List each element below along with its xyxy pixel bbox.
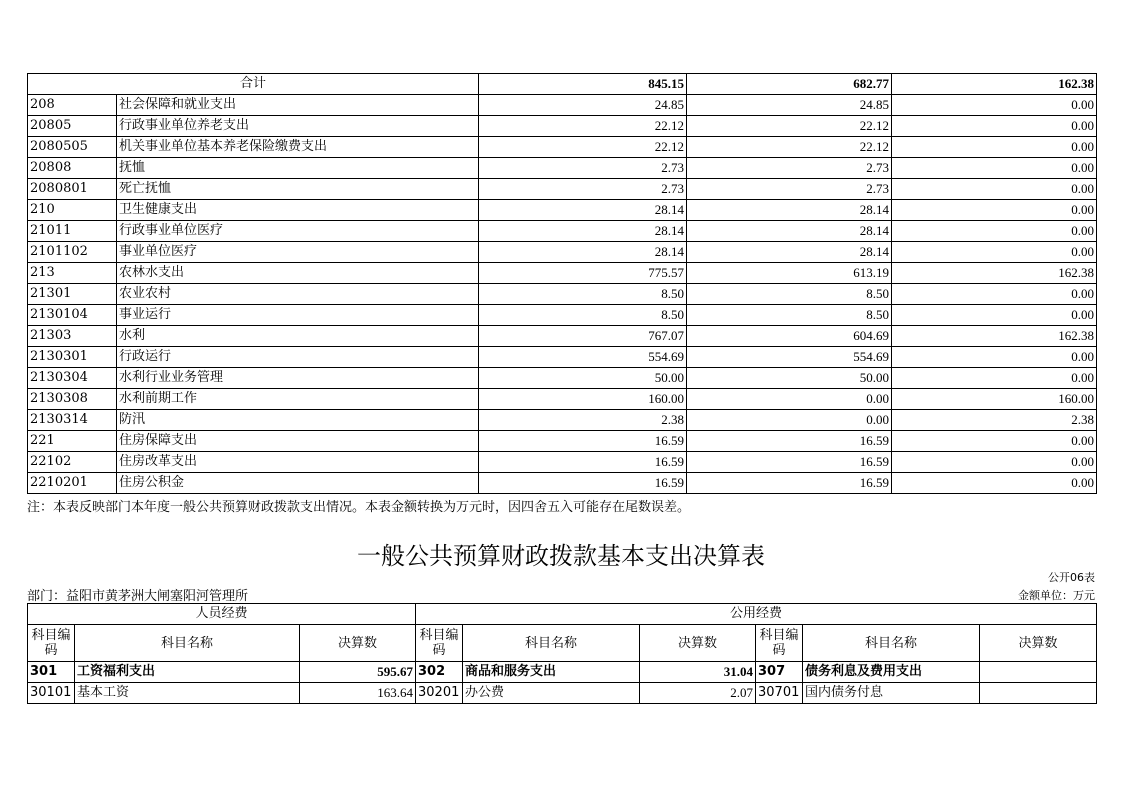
row-basic: 0.00 — [687, 389, 892, 410]
table-row — [28, 473, 1097, 494]
row-project: 0.00 — [892, 158, 1097, 179]
table-row — [28, 452, 1097, 473]
row-code: 2080505 — [28, 137, 117, 158]
row-name: 机关事业单位基本养老保险缴费支出 — [117, 137, 479, 158]
table-row — [28, 179, 1097, 200]
row-name: 住房改革支出 — [117, 452, 479, 473]
table-row — [28, 410, 1097, 431]
total-row — [28, 74, 1097, 95]
table-row — [28, 305, 1097, 326]
public-code: 302 — [416, 662, 463, 683]
col-amount-header: 决算数 — [300, 625, 416, 662]
row-name: 防汛 — [117, 410, 479, 431]
row-basic: 24.85 — [687, 95, 892, 116]
public-amount: 2.07 — [640, 683, 756, 704]
table-row — [28, 347, 1097, 368]
row-project: 0.00 — [892, 473, 1097, 494]
row-basic: 16.59 — [687, 473, 892, 494]
row-basic: 22.12 — [687, 116, 892, 137]
row-total: 775.57 — [479, 263, 687, 284]
group-public: 公用经费 — [416, 604, 1097, 625]
col-amount-header: 决算数 — [980, 625, 1097, 662]
table-row — [28, 137, 1097, 158]
table-row — [28, 431, 1097, 452]
row-project: 0.00 — [892, 179, 1097, 200]
row-name: 住房公积金 — [117, 473, 479, 494]
col-code-header: 科目编码 — [756, 625, 803, 662]
row-name: 水利 — [117, 326, 479, 347]
public-name: 办公费 — [463, 683, 640, 704]
public-name: 国内债务付息 — [803, 683, 980, 704]
row-name: 社会保障和就业支出 — [117, 95, 479, 116]
row-basic: 28.14 — [687, 242, 892, 263]
row-name: 农林水支出 — [117, 263, 479, 284]
row-basic: 16.59 — [687, 431, 892, 452]
row-total: 16.59 — [479, 473, 687, 494]
row-project: 0.00 — [892, 221, 1097, 242]
group-personnel: 人员经费 — [28, 604, 416, 625]
row-project: 0.00 — [892, 305, 1097, 326]
row-code: 2130314 — [28, 410, 117, 431]
row-basic: 0.00 — [687, 410, 892, 431]
row-name: 行政事业单位养老支出 — [117, 116, 479, 137]
row-project: 0.00 — [892, 137, 1097, 158]
row-name: 水利行业业务管理 — [117, 368, 479, 389]
personnel-amount: 163.64 — [300, 683, 416, 704]
col-code-header: 科目编码 — [416, 625, 463, 662]
row-code: 20808 — [28, 158, 117, 179]
row-code: 2130304 — [28, 368, 117, 389]
column-header-row — [28, 625, 1097, 662]
public-code: 307 — [756, 662, 803, 683]
row-project: 160.00 — [892, 389, 1097, 410]
row-code: 2080801 — [28, 179, 117, 200]
row-total: 24.85 — [479, 95, 687, 116]
row-name: 事业单位医疗 — [117, 242, 479, 263]
row-code: 2101102 — [28, 242, 117, 263]
total-amount: 845.15 — [479, 74, 687, 95]
row-code: 2130308 — [28, 389, 117, 410]
row-basic: 554.69 — [687, 347, 892, 368]
table-row — [28, 242, 1097, 263]
public-amount: 31.04 — [640, 662, 756, 683]
row-total: 28.14 — [479, 221, 687, 242]
row-project: 162.38 — [892, 326, 1097, 347]
row-total: 28.14 — [479, 200, 687, 221]
row-name: 事业运行 — [117, 305, 479, 326]
row-name: 死亡抚恤 — [117, 179, 479, 200]
personnel-code: 301 — [28, 662, 75, 683]
summary-table-body — [28, 74, 1097, 494]
row-project: 0.00 — [892, 95, 1097, 116]
row-name: 卫生健康支出 — [117, 200, 479, 221]
table-row — [28, 263, 1097, 284]
table-row — [28, 116, 1097, 137]
row-name: 住房保障支出 — [117, 431, 479, 452]
public-amount — [980, 683, 1097, 704]
page-title: 一般公共预算财政拨款基本支出决算表 — [357, 542, 765, 570]
row-total: 16.59 — [479, 431, 687, 452]
personnel-amount: 595.67 — [300, 662, 416, 683]
table-row — [28, 662, 1097, 683]
row-basic: 22.12 — [687, 137, 892, 158]
row-basic: 16.59 — [687, 452, 892, 473]
row-basic: 604.69 — [687, 326, 892, 347]
expenditure-summary-table — [27, 73, 1097, 494]
department-label: 部门：益阳市黄茅洲大闸塞阳河管理所 — [27, 589, 249, 604]
public-code: 30201 — [416, 683, 463, 704]
personnel-code: 30101 — [28, 683, 75, 704]
row-total: 554.69 — [479, 347, 687, 368]
row-total: 28.14 — [479, 242, 687, 263]
row-total: 2.73 — [479, 158, 687, 179]
row-basic: 8.50 — [687, 305, 892, 326]
table-row — [28, 683, 1097, 704]
row-code: 2130301 — [28, 347, 117, 368]
table-row — [28, 368, 1097, 389]
col-name-header: 科目名称 — [803, 625, 980, 662]
row-project: 0.00 — [892, 452, 1097, 473]
row-total: 50.00 — [479, 368, 687, 389]
row-project: 0.00 — [892, 431, 1097, 452]
row-total: 767.07 — [479, 326, 687, 347]
row-basic: 8.50 — [687, 284, 892, 305]
row-code: 21011 — [28, 221, 117, 242]
table-row — [28, 200, 1097, 221]
table-row — [28, 326, 1097, 347]
row-project: 0.00 — [892, 284, 1097, 305]
row-total: 8.50 — [479, 284, 687, 305]
row-basic: 2.73 — [687, 158, 892, 179]
row-total: 22.12 — [479, 137, 687, 158]
col-amount-header: 决算数 — [640, 625, 756, 662]
row-code: 21303 — [28, 326, 117, 347]
total-project: 162.38 — [892, 74, 1097, 95]
row-basic: 50.00 — [687, 368, 892, 389]
row-code: 21301 — [28, 284, 117, 305]
row-total: 160.00 — [479, 389, 687, 410]
public-name: 商品和服务支出 — [463, 662, 640, 683]
row-name: 抚恤 — [117, 158, 479, 179]
public-amount — [980, 662, 1097, 683]
amount-unit: 金额单位：万元 — [1018, 589, 1095, 602]
personnel-name: 基本工资 — [75, 683, 300, 704]
row-code: 210 — [28, 200, 117, 221]
row-code: 208 — [28, 95, 117, 116]
row-project: 162.38 — [892, 263, 1097, 284]
row-project: 0.00 — [892, 116, 1097, 137]
form-code: 公开06表 — [1048, 571, 1095, 584]
col-code-header: 科目编码 — [28, 625, 75, 662]
table-row — [28, 95, 1097, 116]
row-total: 2.38 — [479, 410, 687, 431]
row-name: 农业农村 — [117, 284, 479, 305]
row-basic: 613.19 — [687, 263, 892, 284]
table-row — [28, 221, 1097, 242]
group-header-row — [28, 604, 1097, 625]
total-label: 合计 — [28, 74, 479, 95]
row-total: 2.73 — [479, 179, 687, 200]
col-name-header: 科目名称 — [75, 625, 300, 662]
row-basic: 28.14 — [687, 200, 892, 221]
row-code: 221 — [28, 431, 117, 452]
row-code: 2130104 — [28, 305, 117, 326]
basic-expenditure-table — [27, 603, 1097, 704]
row-project: 0.00 — [892, 347, 1097, 368]
row-project: 0.00 — [892, 368, 1097, 389]
total-basic: 682.77 — [687, 74, 892, 95]
table-row — [28, 389, 1097, 410]
public-code: 30701 — [756, 683, 803, 704]
row-code: 213 — [28, 263, 117, 284]
row-name: 水利前期工作 — [117, 389, 479, 410]
col-name-header: 科目名称 — [463, 625, 640, 662]
row-basic: 28.14 — [687, 221, 892, 242]
public-name: 债务利息及费用支出 — [803, 662, 980, 683]
row-project: 2.38 — [892, 410, 1097, 431]
basic-table-body — [28, 604, 1097, 704]
row-code: 22102 — [28, 452, 117, 473]
table-row — [28, 158, 1097, 179]
row-total: 8.50 — [479, 305, 687, 326]
row-total: 22.12 — [479, 116, 687, 137]
table-note: 注：本表反映部门本年度一般公共预算财政拨款支出情况。本表金额转换为万元时，因四舍五入可能存在尾数误差。 — [27, 500, 691, 515]
row-code: 2210201 — [28, 473, 117, 494]
row-project: 0.00 — [892, 200, 1097, 221]
row-total: 16.59 — [479, 452, 687, 473]
row-code: 20805 — [28, 116, 117, 137]
personnel-name: 工资福利支出 — [75, 662, 300, 683]
row-basic: 2.73 — [687, 179, 892, 200]
table-row — [28, 284, 1097, 305]
row-name: 行政运行 — [117, 347, 479, 368]
row-name: 行政事业单位医疗 — [117, 221, 479, 242]
row-project: 0.00 — [892, 242, 1097, 263]
